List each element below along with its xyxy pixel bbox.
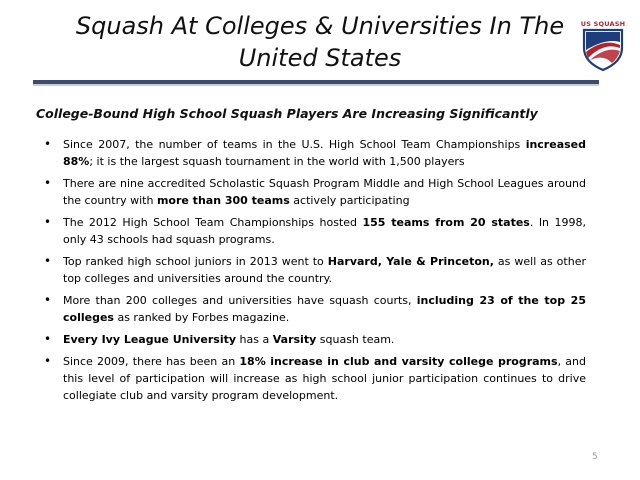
title-divider-shadow (33, 84, 599, 86)
bullet-text-bold: 18% increase in club and varsity college programs (239, 355, 558, 368)
bullet-text-bold: Every Ivy League University (63, 333, 237, 346)
bullet-text: actively participating (289, 194, 410, 207)
bullet-text-bold: more than 300 teams (156, 194, 290, 207)
bullet-text: has a (236, 333, 273, 346)
bullet-dot-icon: • (44, 215, 52, 229)
bullet-item (44, 253, 586, 287)
bullet-dot-icon: • (44, 176, 52, 190)
bullet-text: Since 2009, there has been an (63, 355, 240, 368)
bullet-text: . In 1998, only 43 schools had squash programs. (63, 216, 586, 246)
bullet-item (44, 292, 586, 326)
bullet-text: ; it is the largest squash tournament in the world with 1,500 players (89, 155, 465, 168)
bullet-text: as well as other top colleges and universities around the country. (63, 255, 586, 285)
us-squash-logo (576, 20, 630, 72)
bullet-text: Top ranked high school juniors in 2013 went to (63, 255, 328, 268)
bullet-text-bold: increased 88% (63, 138, 586, 168)
bullet-text-bold: Varsity (272, 333, 317, 346)
bullet-text: There are nine accredited Scholastic Squash Program Middle and High School Leagues around the country with (63, 177, 586, 207)
bullet-dot-icon: • (44, 254, 52, 268)
bullet-dot-icon: • (44, 332, 52, 346)
bullet-dot-icon: • (44, 354, 52, 368)
slide-subtitle: College-Bound High School Squash Players Are Increasing Significantly (36, 106, 538, 121)
logo-text: US SQUASH (580, 20, 626, 28)
bullet-dot-icon: • (44, 137, 52, 151)
bullet-text: , and this level of participation will increase as high school junior participation continues to drive collegiate club and varsity program development. (63, 355, 586, 402)
bullet-text-bold: 155 teams from 20 states (362, 216, 530, 229)
page-number: 5 (592, 452, 598, 462)
slide-title: Squash At Colleges & Universities In The United States (75, 12, 565, 72)
bullet-text: Since 2007, the number of teams in the U.S. High School Team Championships (63, 138, 526, 151)
bullet-text: as ranked by Forbes magazine. (113, 311, 290, 324)
bullet-text: squash team. (316, 333, 395, 346)
bullet-dot-icon: • (44, 293, 52, 307)
bullet-list (44, 136, 586, 409)
bullet-item (44, 353, 586, 404)
bullet-text: More than 200 colleges and universities have squash courts, (63, 294, 417, 307)
bullet-text-bold: including 23 of the top 25 colleges (63, 294, 586, 324)
bullet-item (44, 214, 586, 248)
bullet-item (44, 136, 586, 170)
bullet-text: The 2012 High School Team Championships hosted (63, 216, 363, 229)
bullet-item (44, 331, 586, 348)
bullet-item (44, 175, 586, 209)
bullet-text-bold: Harvard, Yale & Princeton, (327, 255, 494, 268)
